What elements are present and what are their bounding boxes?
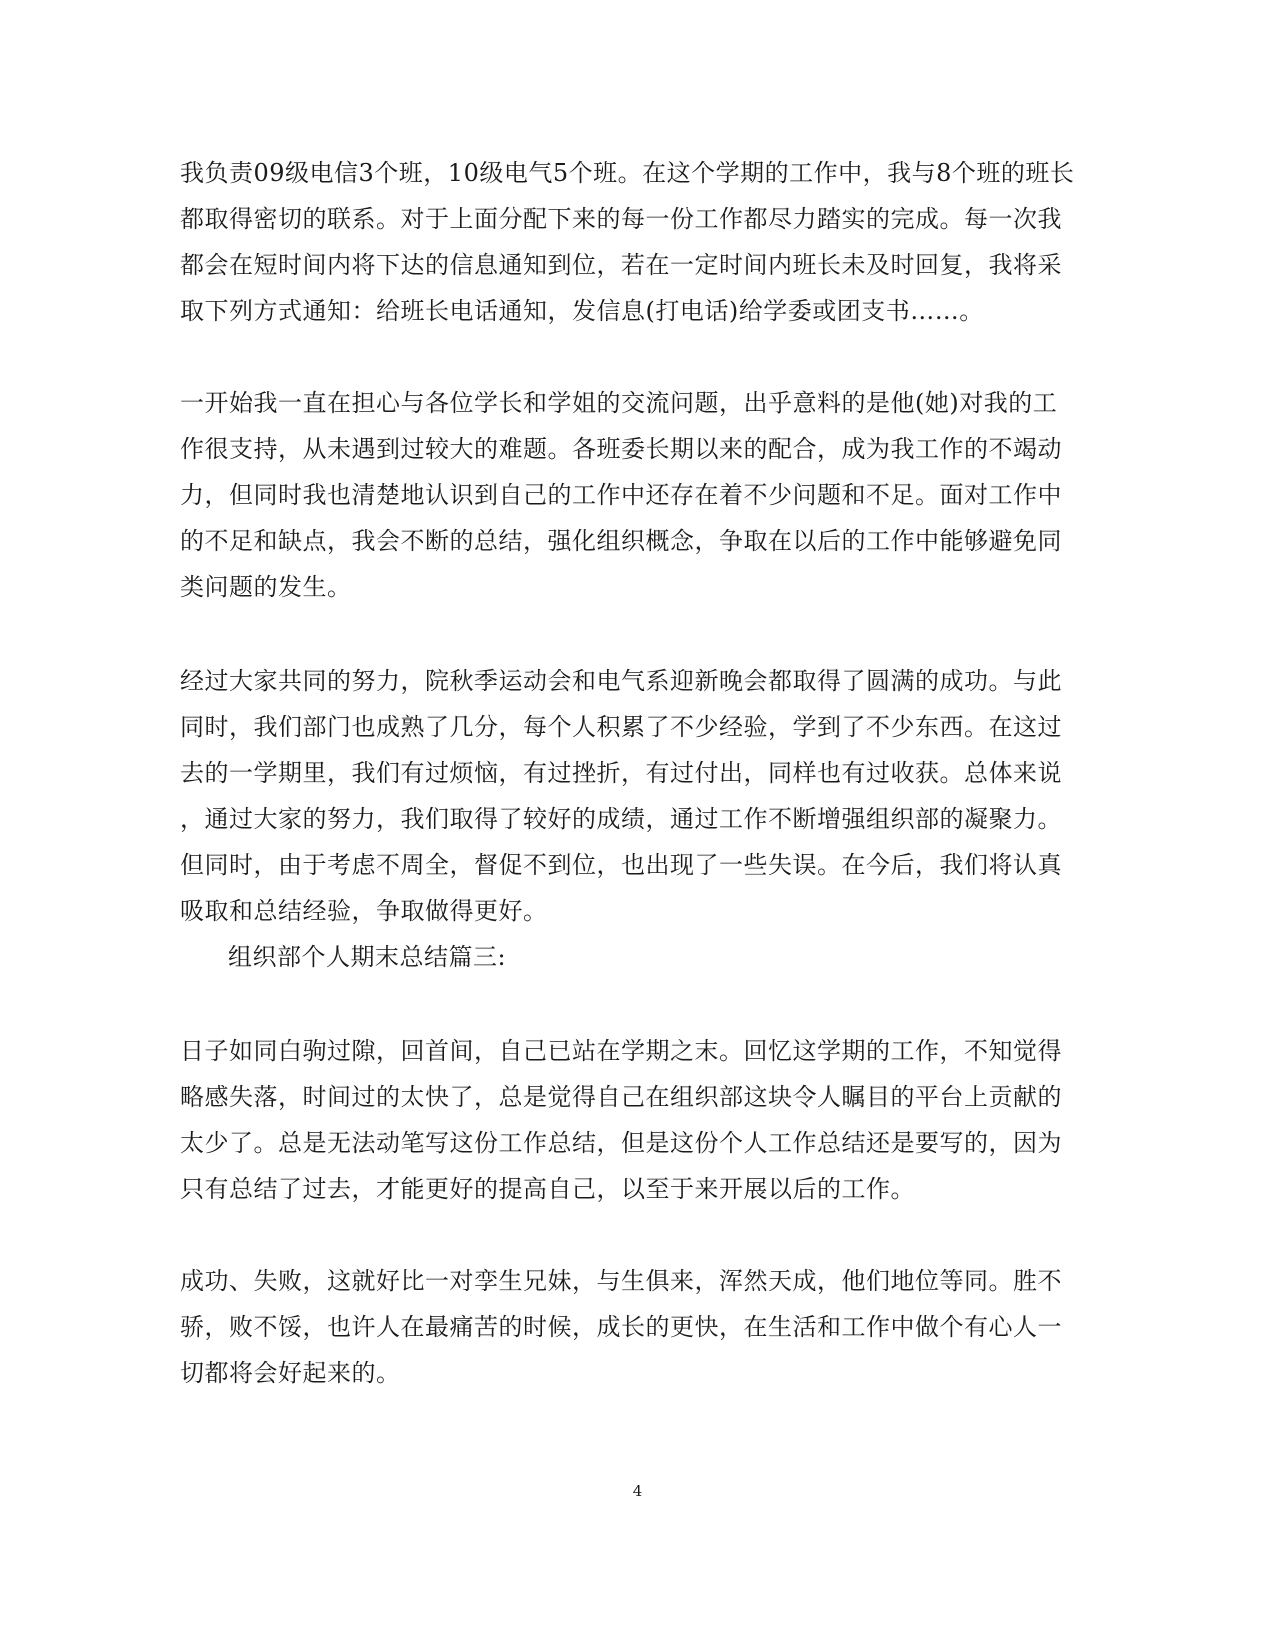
body-text-line: 的不足和缺点，我会不断的总结，强化组织概念，争取在以后的工作中能够避免同 [180,527,1062,555]
body-text-line: 骄，败不馁，也许人在最痛苦的时候，成长的更快，在生活和工作中做个有心人一 [180,1313,1062,1341]
body-text-line: 都会在短时间内将下达的信息通知到位，若在一定时间内班长未及时回复，我将采 [180,251,1062,279]
body-text-line: 取下列方式通知：给班长电话通知，发信息(打电话)给学委或团支书……。 [180,297,984,325]
body-text-line: 同时，我们部门也成熟了几分，每个人积累了不少经验，学到了不少东西。在这过 [180,713,1062,741]
body-text-line: ，通过大家的努力，我们取得了较好的成绩，通过工作不断增强组织部的凝聚力。 [180,805,1062,833]
page-number: 4 [632,1482,643,1500]
body-text-line: 去的一学期里，我们有过烦恼，有过挫折，有过付出，同样也有过收获。总体来说 [180,759,1062,787]
body-text-line: 日子如同白驹过隙，回首间，自己已站在学期之末。回忆这学期的工作，不知觉得 [180,1037,1062,1065]
body-text-line: 经过大家共同的努力，院秋季运动会和电气系迎新晚会都取得了圆满的成功。与此 [180,667,1062,695]
body-text-line: 作很支持，从未遇到过较大的难题。各班委长期以来的配合，成为我工作的不竭动 [180,435,1062,463]
body-text-line: 太少了。总是无法动笔写这份工作总结，但是这份个人工作总结还是要写的，因为 [180,1129,1062,1157]
body-text-line: 都取得密切的联系。对于上面分配下来的每一份工作都尽力踏实的完成。每一次我 [180,205,1062,233]
body-text-line: 类问题的发生。 [180,573,352,601]
body-text-line: 但同时，由于考虑不周全，督促不到位，也出现了一些失误。在今后，我们将认真 [180,851,1062,879]
body-text-line: 力，但同时我也清楚地认识到自己的工作中还存在着不少问题和不足。面对工作中 [180,481,1062,509]
body-text-line: 成功、失败，这就好比一对孪生兄妹，与生俱来，浑然天成，他们地位等同。胜不 [180,1267,1062,1295]
body-text-line: 我负责09级电信3个班，10级电气5个班。在这个学期的工作中，我与8个班的班长 [180,159,1075,187]
body-text-line: 吸取和总结经验，争取做得更好。 [180,897,548,925]
body-text-line: 一开始我一直在担心与各位学长和学姐的交流问题，出乎意料的是他(她)对我的工 [180,389,1058,417]
body-text-line: 略感失落，时间过的太快了，总是觉得自己在组织部这块令人瞩目的平台上贡献的 [180,1083,1062,1111]
section-heading: 组织部个人期末总结篇三: [228,943,507,971]
body-text-line: 切都将会好起来的。 [180,1359,401,1387]
body-text-line: 只有总结了过去，才能更好的提高自己，以至于来开展以后的工作。 [180,1175,915,1203]
